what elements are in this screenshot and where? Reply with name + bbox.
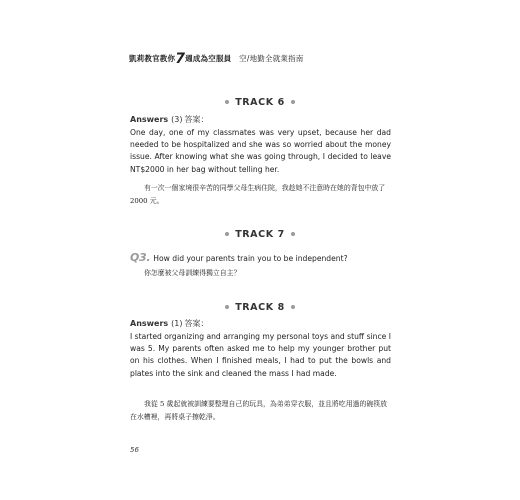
track-8-label: TRACK 8 <box>235 302 285 313</box>
answer-3-english: One day, one of my classmates was very upset, because her dad needed to be hospitalized and she was so worried about the money issue. After knowing what she was going through, I decided to leave NT$2000 in her bag without telling her. <box>130 128 391 174</box>
bullet-dot-icon <box>225 232 229 236</box>
page-number: 56 <box>130 446 139 454</box>
answer-3-chinese: 有一次一個家境很辛苦的同學父母生病住院，我趁她不注意時在她的背包中放了 2000 元。 <box>130 184 386 205</box>
answers-label-zh: 答案： <box>184 319 209 328</box>
answers-3-heading <box>130 114 209 125</box>
track-7-heading <box>0 229 520 240</box>
answers-label-zh: 答案： <box>184 115 209 124</box>
answer-1-english: I started organizing and arranging my personal toys and stuff since I was 5. My parents often asked me to help my younger brother put on his clothes. When I finished meals, I had to put the bowls and plates into the sink and cleaned the mass I had made. <box>130 332 391 378</box>
bullet-dot-icon <box>291 100 295 104</box>
header-title-post: 週成為空服員 <box>185 54 232 63</box>
header-title-number: 7 <box>175 51 186 67</box>
answers-number: (1) <box>171 319 183 328</box>
answers-number: (3) <box>171 115 183 124</box>
header-subtitle: 空/地勤全就業指南 <box>239 54 304 63</box>
track-8-heading <box>0 302 520 313</box>
question-3-chinese: 你怎麼被父母訓練得獨立自主？ <box>144 269 241 277</box>
running-header <box>129 51 304 67</box>
question-text: How did your parents train you to be independent? <box>153 254 348 263</box>
header-title-pre: 凱莉教官教你 <box>129 54 176 63</box>
bullet-dot-icon <box>291 305 295 309</box>
track-6-label: TRACK 6 <box>235 97 285 108</box>
question-number: Q3. <box>130 251 151 264</box>
track-6-heading <box>0 97 520 108</box>
question-3 <box>130 246 348 265</box>
bullet-dot-icon <box>225 100 229 104</box>
bullet-dot-icon <box>291 232 295 236</box>
answers-label: Answers <box>130 319 169 328</box>
track-7-label: TRACK 7 <box>235 229 285 240</box>
answers-1-heading <box>130 318 209 329</box>
answers-label: Answers <box>130 115 169 124</box>
answer-1-chinese: 我從 5 歲起就被訓練要整理自己的玩具，為弟弟穿衣服，並且將吃用過的碗筷放在水槽裡，再將桌子擦乾淨。 <box>130 400 388 421</box>
bullet-dot-icon <box>225 305 229 309</box>
